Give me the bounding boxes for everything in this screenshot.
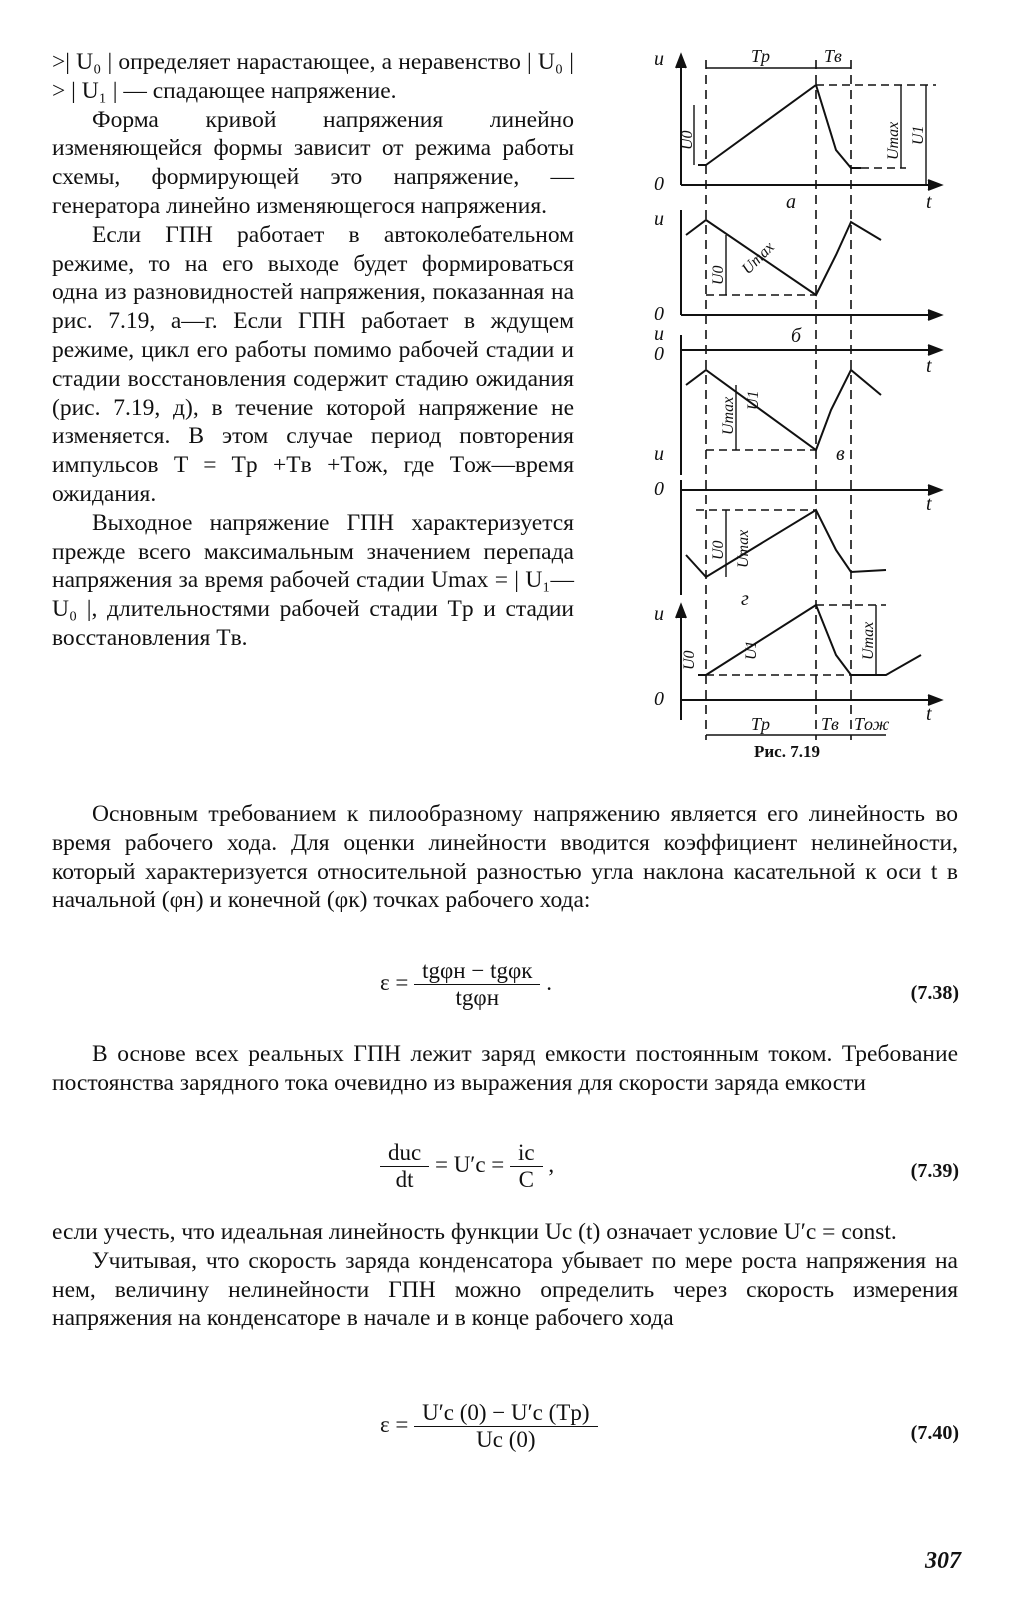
figure-caption: Рис. 7.19 <box>754 742 820 761</box>
sawtooth-waveforms-diagram <box>636 40 966 780</box>
eq-punct: . <box>546 969 552 995</box>
label-u1: U1 <box>745 390 762 410</box>
label-umax: Umax <box>720 396 737 435</box>
axis-label-zero: 0 <box>654 173 664 195</box>
eq-denominator: Uc (0) <box>476 1427 536 1452</box>
axis-label-t: t <box>926 493 932 515</box>
equation-number: (7.38) <box>910 982 959 1004</box>
label-tp: Tр <box>751 714 771 734</box>
body-text <box>52 1040 958 1098</box>
paragraph: Выходное напряжение ГПН характеризуется прежде всего максимальным значением перепада напряжения за время рабочей стадии Umax = | U₁—U₀ |, длительностями рабочей стадии Tр и стадии восстановления Tв. <box>52 509 574 651</box>
axis-label-zero: 0 <box>654 688 664 710</box>
eq-lhs: ε = <box>380 969 409 995</box>
page-number: 307 <box>925 1548 961 1574</box>
eq-denominator: C <box>518 1167 534 1192</box>
paragraph: если учесть, что идеальная линейность функции Uc (t) означает условие U′c = const. <box>52 1219 897 1245</box>
body-text <box>52 1218 958 1333</box>
paragraph: Если ГПН работает в автоколебательном режиме, то на его выходе будет формироваться одна из разновидностей напряжения, показанная на рис. 7.19, а—г. Если ГПН работает в ждущем режиме, цикл его работы помимо рабочей стадии и стадии восстановления содержит стадию ожидания (рис. 7.19, д), в течение которой напряжение не изменяется. В этом случае период повторения импульсов T = Tр +Tв +Tож, где Tож—время ожидания. <box>52 221 574 507</box>
panel-label-a: а <box>786 191 796 213</box>
eq-punct: , <box>548 1151 555 1177</box>
axis-label-u: u <box>654 48 664 70</box>
equation-7-39 <box>380 1140 554 1193</box>
panel-label-b: б <box>791 325 802 347</box>
axis-label-t: t <box>926 703 932 725</box>
axis-label-u: u <box>654 323 664 345</box>
axis-label-t: t <box>926 191 932 213</box>
equation-7-38 <box>380 958 552 1011</box>
eq-middle: = U′c = <box>434 1151 505 1177</box>
axis-label-u: u <box>654 443 664 465</box>
label-tv: Tв <box>821 714 839 734</box>
axis-label-t: t <box>926 355 932 377</box>
axis-label-u: u <box>654 208 664 230</box>
paragraph: В основе всех реальных ГПН лежит заряд емкости постоянным током. Требование постоянства зарядного тока очевидно из выражения для скорости заряда емкости <box>52 1041 958 1096</box>
equation-7-40 <box>380 1400 598 1453</box>
paragraph: Основным требованием к пилообразному напряжению является его линейность во время рабочего хода. Для оценки линейности вводится коэффициент нелинейности, который характеризуется относительной разностью угла наклона касательной к оси t в начальной (φн) и конечной (φк) точках рабочего хода: <box>52 801 958 914</box>
label-u0: U0 <box>710 265 727 285</box>
axis-label-zero: 0 <box>654 303 664 325</box>
eq-fraction <box>414 1400 597 1453</box>
eq-fraction <box>414 958 540 1011</box>
paragraph: >| U₀ | определяет нарастающее, а неравенство | U₀ | > | U₁ | — спадающее напряжение. <box>52 49 574 104</box>
figure-7-19 <box>636 40 966 780</box>
label-umax: Umax <box>738 238 778 278</box>
left-column-text <box>52 48 574 653</box>
eq-lhs: ε = <box>380 1411 409 1437</box>
eq-numerator: tgφн − tgφк <box>414 958 540 985</box>
label-u0: U0 <box>679 130 696 150</box>
label-u1: U1 <box>910 125 927 145</box>
label-umax: Umax <box>860 621 877 660</box>
equation-number: (7.39) <box>910 1160 959 1182</box>
eq-denominator: tgφн <box>455 985 500 1010</box>
label-umax: Umax <box>735 529 752 568</box>
eq-numerator: ic <box>510 1140 543 1167</box>
panel-label-v: в <box>836 443 845 465</box>
label-u0: U0 <box>681 650 698 670</box>
equation-number: (7.40) <box>910 1422 959 1444</box>
panel-label-g: г <box>741 588 749 610</box>
eq-numerator: duc <box>380 1140 429 1167</box>
label-umax: Umax <box>885 121 902 160</box>
label-tp: Tр <box>751 46 771 66</box>
axis-label-zero: 0 <box>654 343 664 365</box>
label-u1: U1 <box>743 640 760 660</box>
eq-numerator: U′c (0) − U′c (Tр) <box>414 1400 597 1427</box>
eq-fraction <box>510 1140 543 1193</box>
paragraph: Учитывая, что скорость заряда конденсатора убывает по мере роста напряжения на нем, величину нелинейности ГПН можно определить через скорость измерения напряжения на конденсаторе в начале и в конце рабочего хода <box>52 1247 958 1332</box>
body-text <box>52 800 958 915</box>
paragraph: Форма кривой напряжения линейно изменяющейся формы зависит от режима работы схемы, формирующей это напряжение, — генератора линейно изменяющегося напряжения. <box>52 106 574 219</box>
label-toz: Tож <box>854 714 890 734</box>
eq-fraction <box>380 1140 429 1193</box>
label-u0: U0 <box>710 540 727 560</box>
label-tv: Tв <box>824 46 842 66</box>
axis-label-u: u <box>654 603 664 625</box>
eq-denominator: dt <box>395 1167 414 1192</box>
axis-label-zero: 0 <box>654 478 664 500</box>
